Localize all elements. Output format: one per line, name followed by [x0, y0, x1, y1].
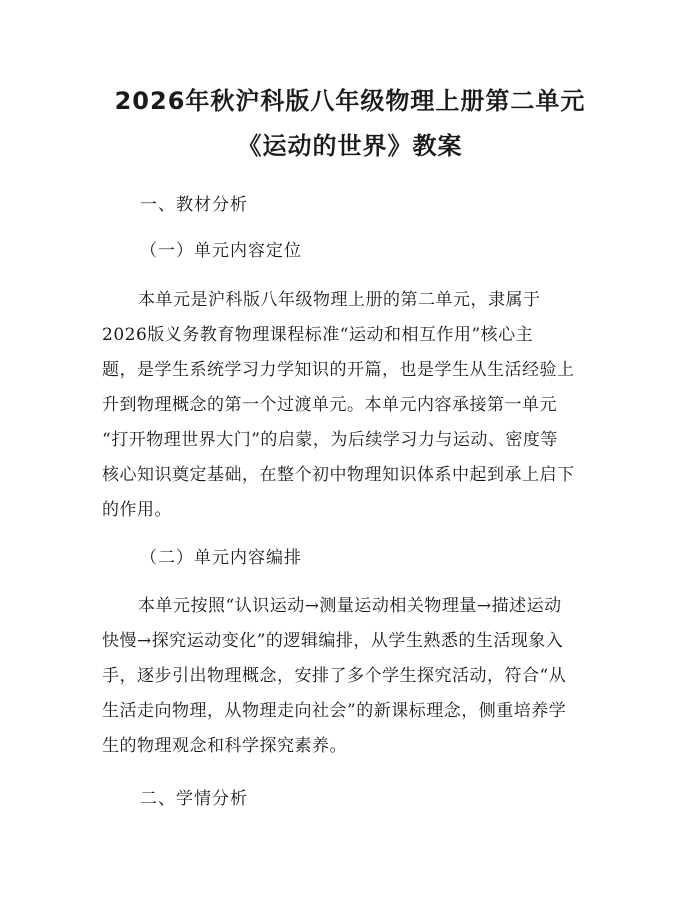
paragraph-line: 快慢→探究运动变化”的逻辑编排，从学生熟悉的生活现象入 — [102, 631, 564, 651]
paragraph-line: 生的物理观念和科学探究素养。 — [102, 736, 347, 756]
paragraph-unit-arrangement — [102, 589, 602, 764]
paragraph-unit-positioning — [102, 283, 602, 528]
paragraph-line: 2026版义务教育物理课程标准“运动和相互作用”核心主 — [102, 325, 534, 345]
paragraph-line: 题，是学生系统学习力学知识的开篇，也是学生从生活经验上 — [102, 360, 575, 380]
paragraph-line: 本单元按照“认识运动→测量运动相关物理量→描述运动 — [138, 596, 562, 616]
section-heading-learner-analysis: 二、学情分析 — [140, 789, 248, 809]
document-title-line-2: 《运动的世界》教案 — [237, 132, 463, 160]
paragraph-line: 核心知识奠定基础，在整个初中物理知识体系中起到承上启下 — [102, 465, 575, 485]
paragraph-line: “打开物理世界大门”的启蒙，为后续学习力与运动、密度等 — [102, 430, 558, 450]
paragraph-line: 升到物理概念的第一个过渡单元。本单元内容承接第一单元 — [102, 395, 557, 415]
paragraph-line: 生活走向物理，从物理走向社会”的新课标理念，侧重培养学 — [102, 701, 567, 721]
subsection-heading-unit-arrangement: （二）单元内容编排 — [140, 548, 302, 568]
paragraph-line: 手，逐步引出物理概念，安排了多个学生探究活动，符合“从 — [102, 666, 567, 686]
subsection-heading-unit-positioning: （一）单元内容定位 — [140, 241, 302, 261]
paragraph-line: 本单元是沪科版八年级物理上册的第二单元，隶属于 — [138, 290, 541, 310]
document-title-line-1: 2026年秋沪科版八年级物理上册第二单元 — [114, 87, 586, 115]
paragraph-line: 的作用。 — [102, 500, 172, 520]
section-heading-textbook-analysis: 一、教材分析 — [140, 195, 248, 215]
